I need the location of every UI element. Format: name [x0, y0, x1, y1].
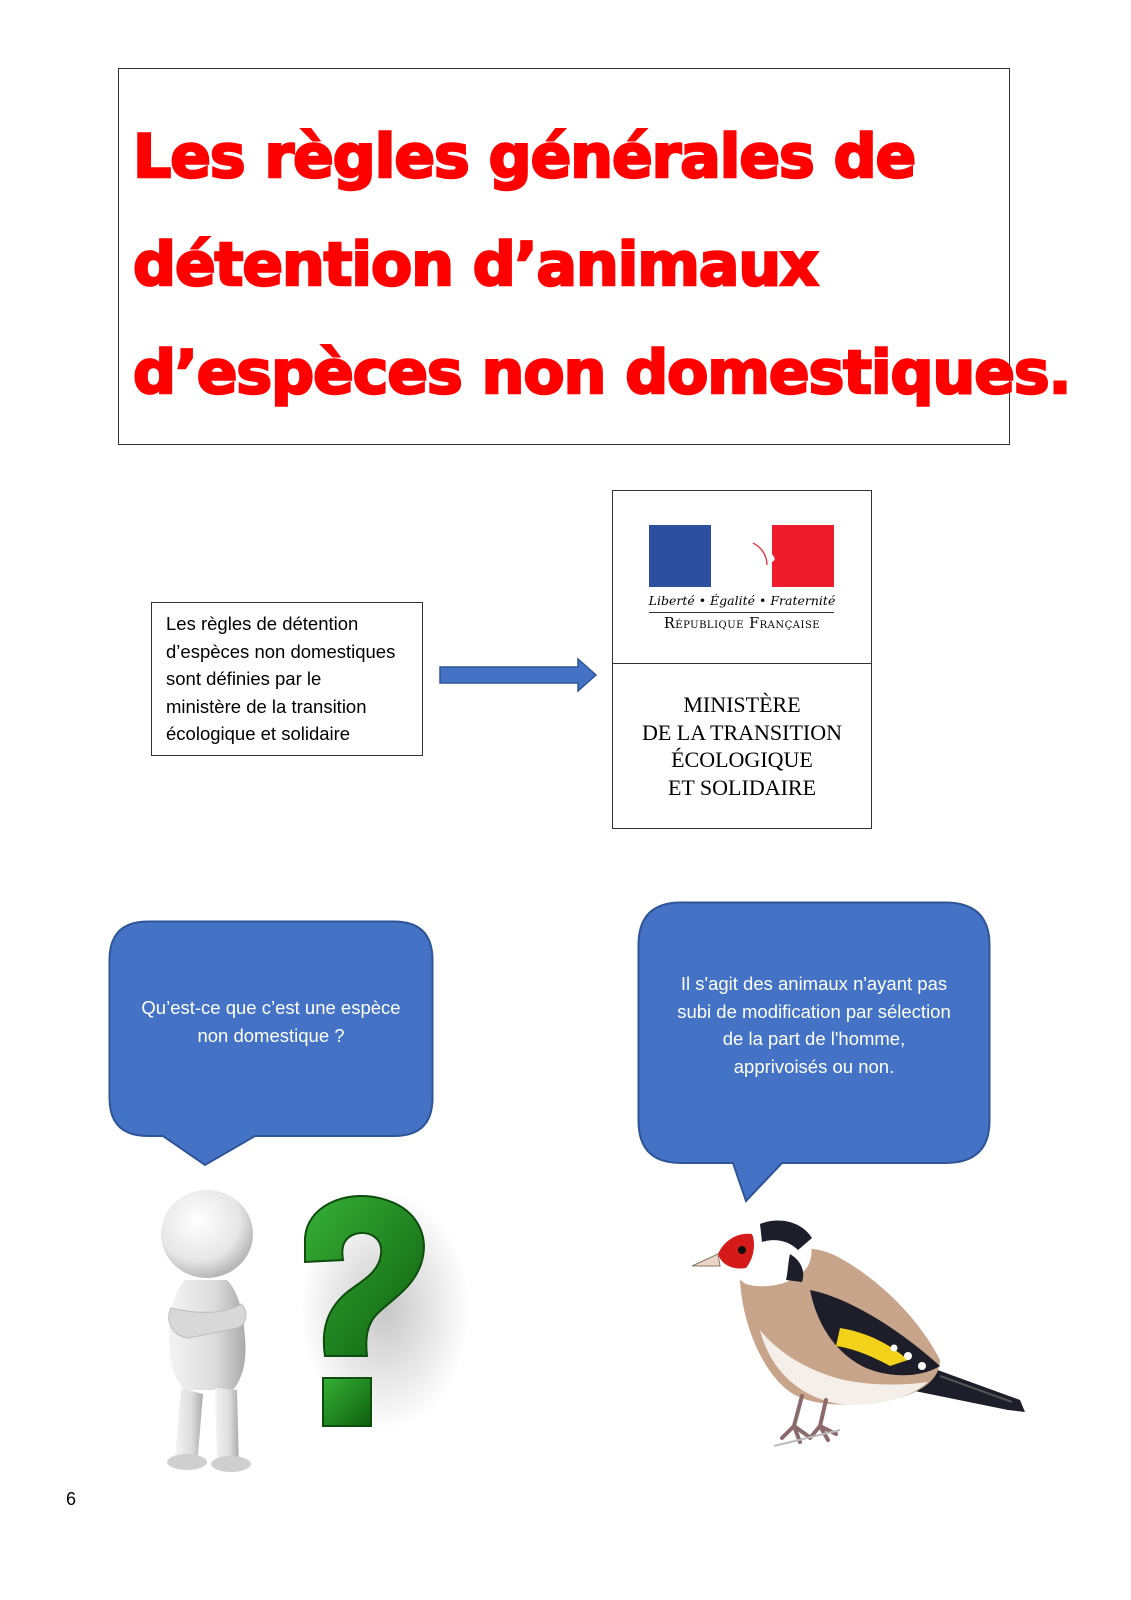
goldfinch-bird-icon — [690, 1210, 1045, 1480]
ministry-name-line: ÉCOLOGIQUE — [671, 747, 813, 772]
title-line-1: Les règles générales de — [133, 122, 916, 192]
answer-line: apprivoisés ou non. — [733, 1055, 895, 1077]
ministry-name-line: DE LA TRANSITION — [641, 719, 843, 745]
info-line: ministère de la transition — [166, 695, 367, 717]
answer-line: de la part de l'homme, — [722, 1028, 906, 1049]
question-line: non domestique ? — [197, 1024, 345, 1046]
question-line: Qu’est-ce que c’est une espèce — [141, 997, 401, 1018]
ministry-name-line: ET SOLIDAIRE — [667, 774, 817, 800]
info-line: sont définies par le — [166, 668, 322, 689]
motto: Liberté • Égalité • Fraternité — [648, 593, 836, 608]
ministry-name — [613, 691, 871, 801]
ministry-name-line: MINISTÈRE — [683, 692, 801, 717]
question-text — [110, 994, 432, 1049]
marianne-flag-icon — [649, 525, 834, 587]
thinking-person-question-mark-icon — [145, 1190, 475, 1475]
page-number: 6 — [66, 1489, 77, 1509]
info-box — [151, 602, 423, 756]
answer-line: subi de modification par sélection — [677, 1000, 951, 1022]
answer-text — [640, 970, 988, 1080]
title-line-2: détention d’animaux — [133, 230, 818, 300]
title-line-3: d’espèces non domestiques. — [133, 338, 1071, 408]
title-box — [118, 68, 1071, 445]
right-arrow-icon — [438, 657, 598, 693]
logo-divider — [613, 663, 871, 664]
motto-divider — [649, 612, 834, 613]
answer-line: Il s'agit des animaux n'ayant pas — [680, 973, 948, 994]
info-line: Les règles de détention — [166, 613, 359, 634]
info-line: écologique et solidaire — [166, 723, 351, 744]
republique-francaise: République Française — [663, 616, 821, 632]
ministry-logo — [612, 490, 872, 829]
info-line: d’espèces non domestiques — [166, 640, 396, 662]
